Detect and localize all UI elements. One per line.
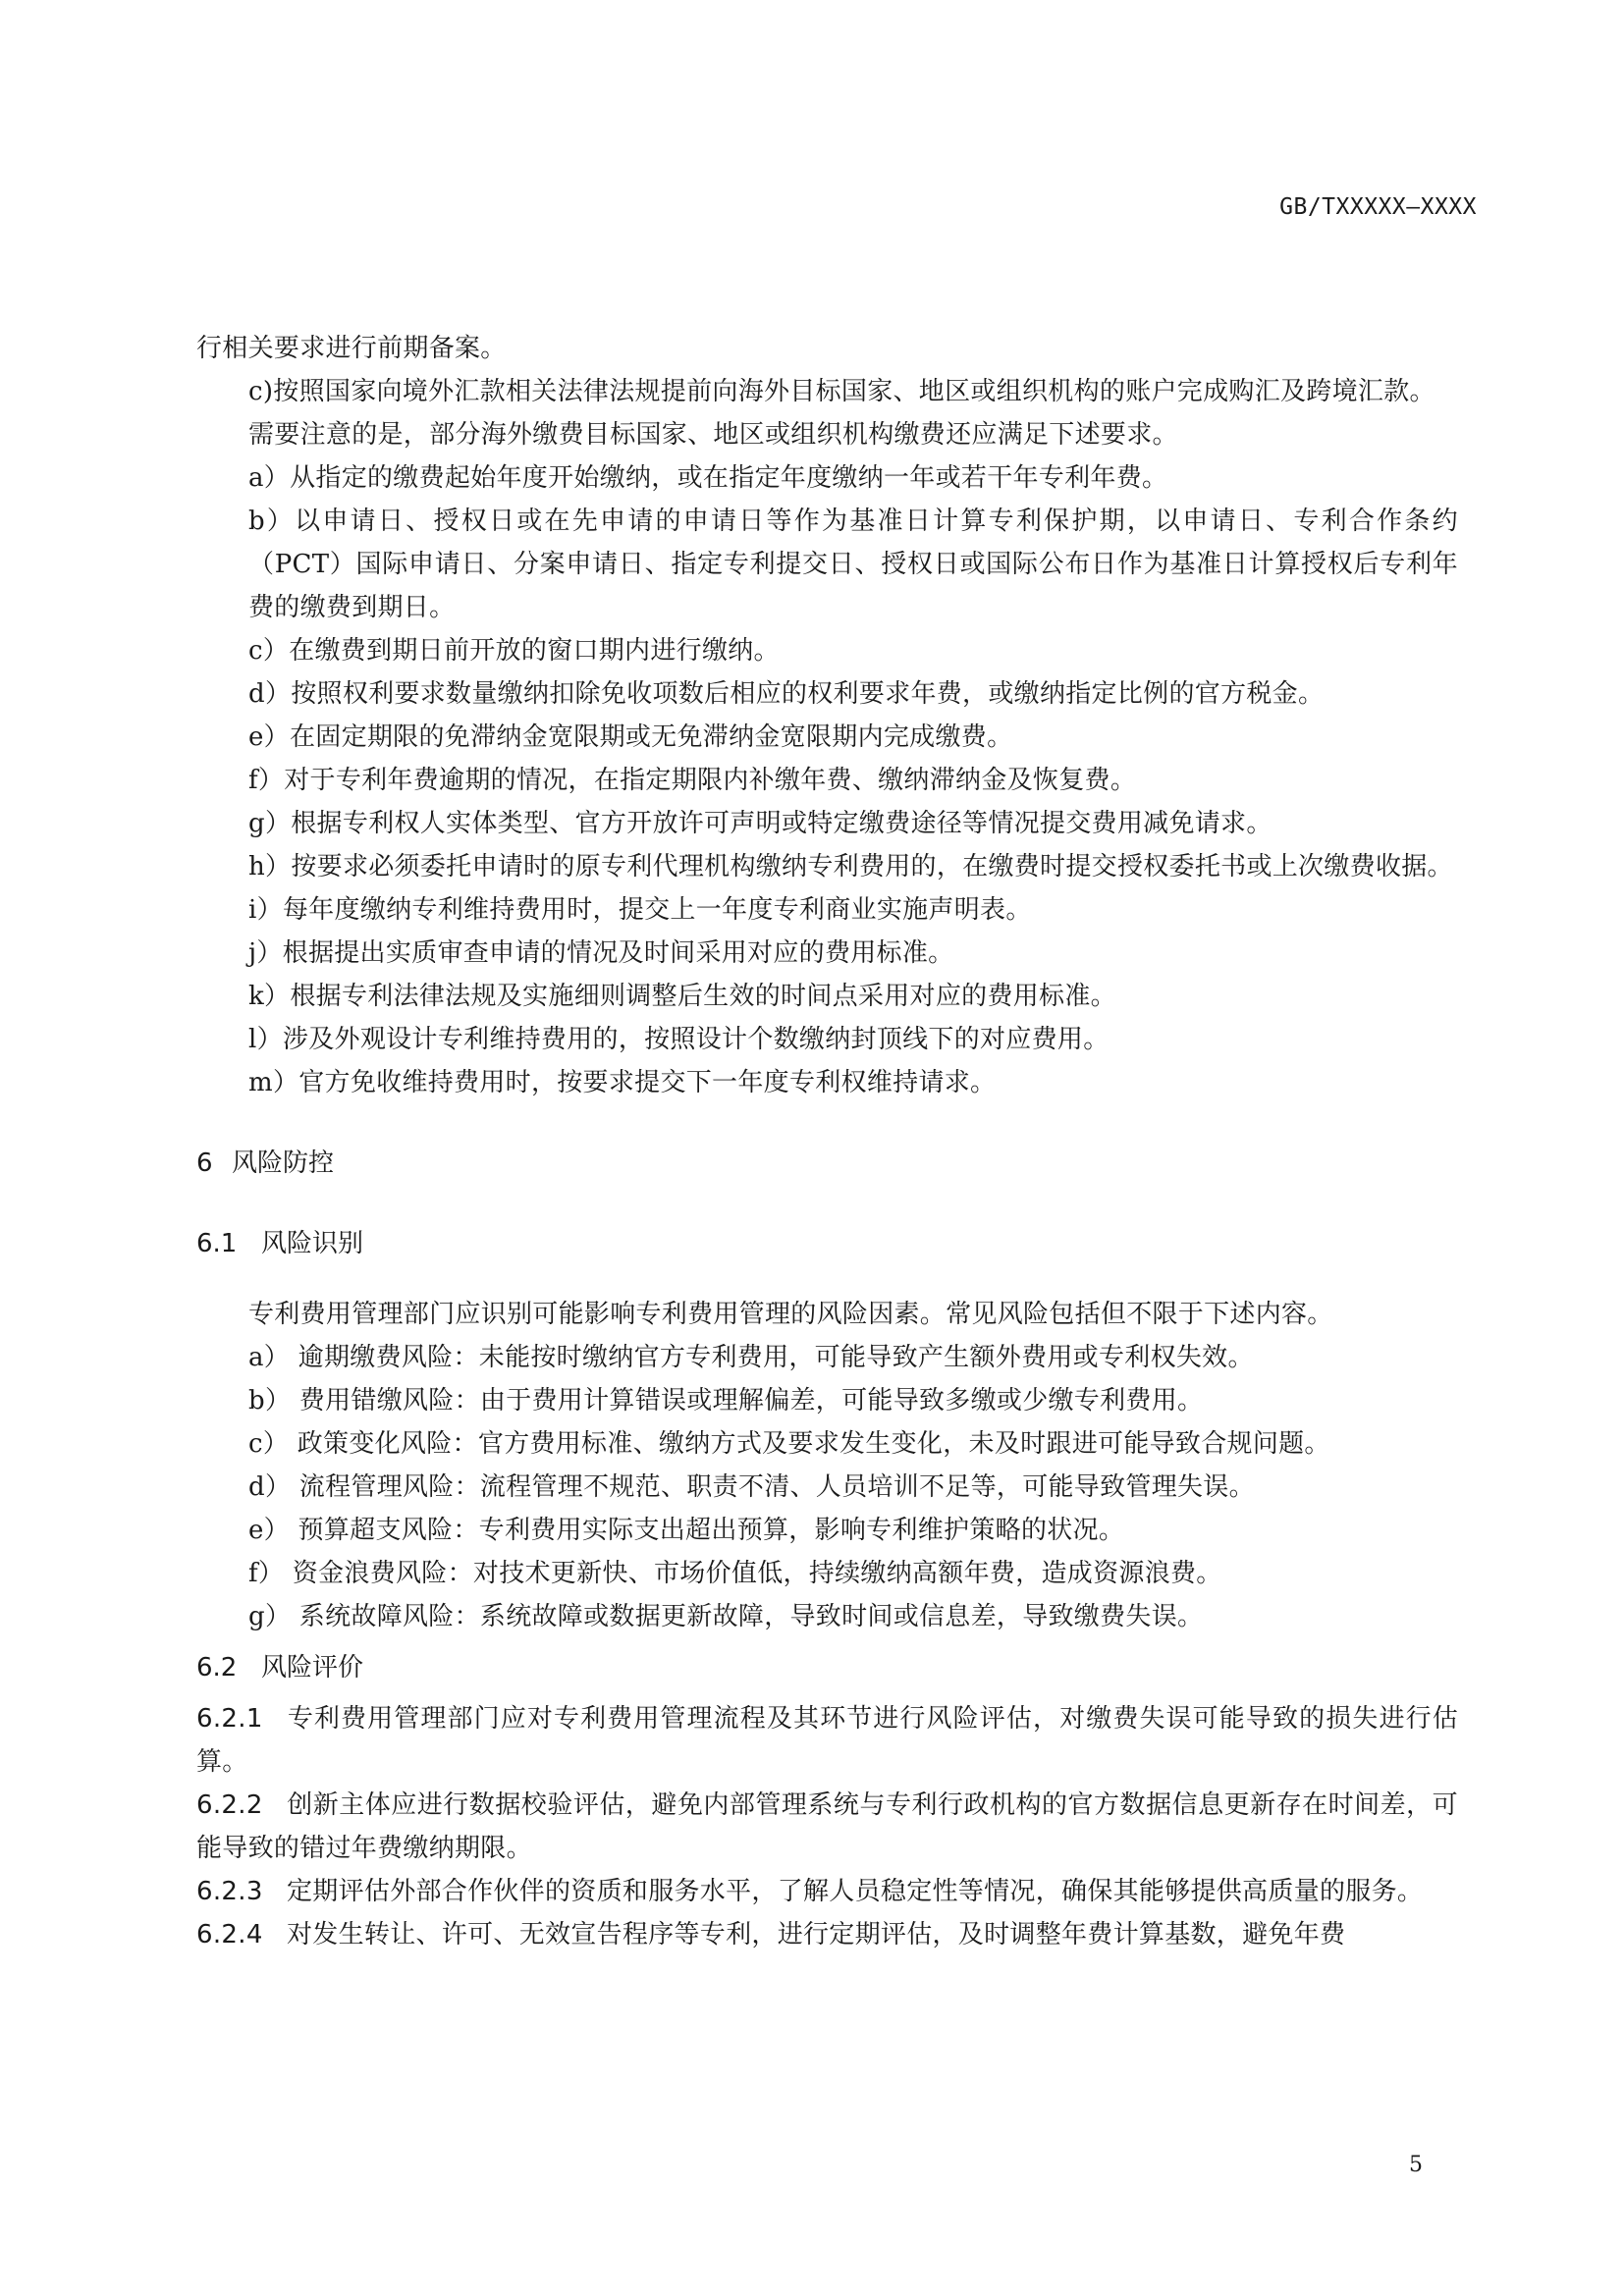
clause-text: 专利费用管理部门应对专利费用管理流程及其环节进行风险评估，对缴费失误可能导致的损失进行估算。 [196, 1704, 1458, 1777]
clause-number: 6.2.2 [196, 1790, 263, 1820]
risk-item: a） 逾期缴费风险：未能按时缴纳官方专利费用，可能导致产生额外费用或专利权失效。 [248, 1343, 1254, 1372]
requirement-item: l）涉及外观设计专利维持费用的，按照设计个数缴纳封顶线下的对应费用。 [248, 1025, 1110, 1054]
note-intro: 需要注意的是，部分海外缴费目标国家、地区或组织机构缴费还应满足下述要求。 [248, 420, 1178, 450]
risk-item: b） 费用错缴风险：由于费用计算错误或理解偏差，可能导致多缴或少缴专利费用。 [248, 1386, 1204, 1415]
risk-item: g） 系统故障风险：系统故障或数据更新故障，导致时间或信息差，导致缴费失误。 [248, 1602, 1204, 1631]
section-heading-6 [196, 1142, 1458, 1185]
section-number: 6.2 [196, 1653, 238, 1682]
clause-6-2-1 [196, 1697, 1458, 1784]
section-title: 风险评价 [261, 1653, 364, 1682]
section-heading-6-2 [196, 1646, 1458, 1689]
clause-6-2-4 [196, 1913, 1458, 1956]
clause-number: 6.2.1 [196, 1704, 263, 1734]
clause-number: 6.2.3 [196, 1877, 263, 1906]
requirement-item: d）按照权利要求数量缴纳扣除免收项数后相应的权利要求年费，或缴纳指定比例的官方税金。 [248, 679, 1325, 709]
requirement-item: e）在固定期限的免滞纳金宽限期或无免滞纳金宽限期内完成缴费。 [248, 722, 1013, 752]
document-id-header: GB/TXXXXX—XXXX [1279, 194, 1477, 220]
requirement-item: f）对于专利年费逾期的情况，在指定期限内补缴年费、缴纳滞纳金及恢复费。 [248, 766, 1137, 795]
requirement-item: b）以申请日、授权日或在先申请的申请日等作为基准日计算专利保护期，以申请日、专利合作条约（PCT）国际申请日、分案申请日、指定专利提交日、授权日或国际公布日作为基准日计算授权后专利年费的缴费到期日。 [248, 507, 1458, 622]
clause-text: 对发生转让、许可、无效宣告程序等专利，进行定期评估，及时调整年费计算基数，避免年费 [287, 1920, 1346, 1949]
section-number: 6 [196, 1148, 213, 1178]
clause-text: 创新主体应进行数据校验评估，避免内部管理系统与专利行政机构的官方数据信息更新存在时间差，可能导致的错过年费缴纳期限。 [196, 1790, 1458, 1863]
clause-6-2-2 [196, 1784, 1458, 1870]
clause-6-2-3 [196, 1870, 1458, 1913]
requirement-item: k）根据专利法律法规及实施细则调整后生效的时间点采用对应的费用标准。 [248, 982, 1116, 1011]
requirement-item: c）在缴费到期日前开放的窗口期内进行缴纳。 [248, 636, 780, 666]
requirement-item: h）按要求必须委托申请时的原专利代理机构缴纳专利费用的，在缴费时提交授权委托书或上次缴费收据。 [248, 852, 1453, 881]
section-number: 6.1 [196, 1229, 238, 1258]
clause-number: 6.2.4 [196, 1920, 263, 1949]
requirement-item: j）根据提出实质审查申请的情况及时间采用对应的费用标准。 [248, 938, 954, 968]
requirement-item: i）每年度缴纳专利维持费用时，提交上一年度专利商业实施声明表。 [248, 895, 1032, 925]
risk-intro: 专利费用管理部门应识别可能影响专利费用管理的风险因素。常见风险包括但不限于下述内容。 [248, 1300, 1333, 1329]
risk-item: d） 流程管理风险：流程管理不规范、职责不清、人员培训不足等，可能导致管理失误。 [248, 1472, 1255, 1502]
continuation-text: 行相关要求进行前期备案。 [196, 334, 507, 363]
page-content [196, 327, 1458, 1956]
list-item: c)按照国家向境外汇款相关法律法规提前向海外目标国家、地区或组织机构的账户完成购汇及跨境汇款。 [248, 377, 1435, 406]
requirement-item: m）官方免收维持费用时，按要求提交下一年度专利权维持请求。 [248, 1068, 997, 1097]
requirement-item: g）根据专利权人实体类型、官方开放许可声明或特定缴费途径等情况提交费用减免请求。 [248, 809, 1272, 838]
section-title: 风险防控 [232, 1148, 335, 1178]
risk-item: e） 预算超支风险：专利费用实际支出超出预算，影响专利维护策略的状况。 [248, 1516, 1125, 1545]
requirement-item: a）从指定的缴费起始年度开始缴纳，或在指定年度缴纳一年或若干年专利年费。 [248, 463, 1168, 493]
section-heading-6-1 [196, 1222, 1458, 1265]
risk-item: c） 政策变化风险：官方费用标准、缴纳方式及要求发生变化，未及时跟进可能导致合规问题。 [248, 1429, 1330, 1459]
page-number: 5 [1409, 2153, 1423, 2177]
section-title: 风险识别 [261, 1229, 364, 1258]
clause-text: 定期评估外部合作伙伴的资质和服务水平，了解人员稳定性等情况，确保其能够提供高质量的服务。 [287, 1877, 1424, 1906]
risk-item: f） 资金浪费风险：对技术更新快、市场价值低，持续缴纳高额年费，造成资源浪费。 [248, 1559, 1222, 1588]
